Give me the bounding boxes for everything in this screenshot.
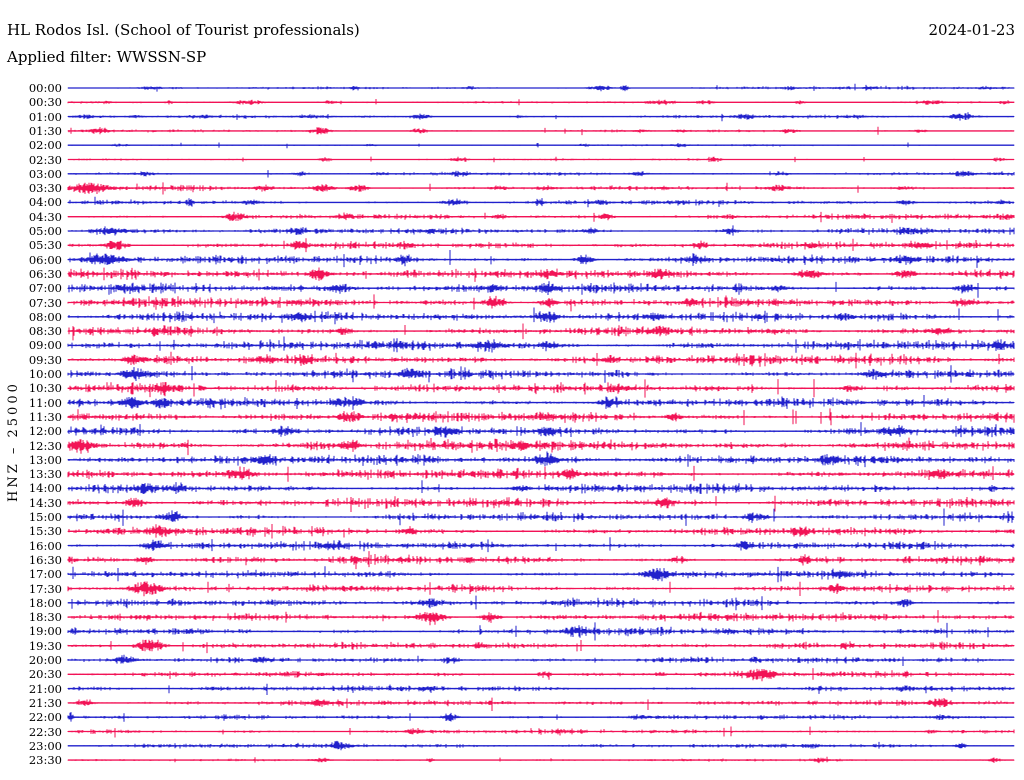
trace-row: [68, 712, 1014, 722]
time-label: 11:30: [28, 409, 62, 424]
trace-row: [68, 566, 1014, 582]
time-label: 17:30: [28, 581, 62, 596]
trace-row: [68, 596, 1014, 611]
time-label: 21:30: [28, 695, 62, 710]
time-label: 09:30: [28, 352, 62, 367]
time-label: 14:30: [28, 495, 62, 510]
time-label: 00:00: [28, 81, 62, 95]
trace-row: [68, 379, 1014, 398]
time-label: 02:00: [28, 138, 62, 153]
time-label: 13:30: [28, 467, 62, 482]
time-label: 02:30: [28, 152, 62, 167]
time-label: 23:00: [28, 738, 62, 753]
time-label: 19:00: [28, 624, 62, 639]
header-date: 2024-01-23: [928, 21, 1015, 39]
trace-row: [68, 365, 1014, 382]
time-label: 10:30: [28, 381, 62, 396]
trace-row: [68, 655, 1014, 666]
trace-row: [68, 294, 1014, 311]
trace-row: [68, 582, 1014, 597]
time-label: 01:00: [28, 109, 62, 124]
time-label: 07:00: [28, 281, 62, 296]
time-label: 07:30: [28, 295, 62, 310]
trace-row: [68, 324, 1014, 341]
time-label: 22:00: [28, 710, 62, 725]
trace-row: [68, 480, 1014, 494]
time-label: 22:30: [28, 724, 62, 739]
page-title: HL Rodos Isl. (School of Tourist professionals): [7, 21, 360, 39]
time-label: 10:00: [28, 367, 62, 381]
time-label: 13:00: [28, 452, 62, 467]
trace-row: [68, 170, 1014, 177]
trace-row: [68, 757, 1014, 763]
trace-row: [68, 509, 1014, 526]
time-label: 18:30: [28, 610, 62, 625]
trace-row: [68, 238, 1014, 252]
time-label: 01:30: [28, 123, 62, 138]
trace-row: [68, 496, 1014, 512]
time-label: 16:00: [28, 538, 62, 553]
trace-row: [68, 395, 1014, 410]
trace-row: [68, 610, 1014, 625]
trace-row: [68, 157, 1014, 163]
time-label: 20:00: [28, 653, 62, 667]
time-label: 06:00: [28, 252, 62, 267]
time-label: 16:30: [28, 552, 62, 567]
time-label: 04:00: [28, 195, 62, 210]
time-label: 15:30: [28, 524, 62, 539]
trace-row: [68, 422, 1014, 437]
time-label: 03:30: [28, 181, 62, 196]
trace-row: [68, 84, 1014, 92]
time-label: 08:00: [28, 309, 62, 324]
trace-row: [68, 281, 1014, 298]
time-label: 19:30: [28, 638, 62, 653]
time-label: 11:00: [28, 395, 62, 410]
time-label: 08:30: [28, 324, 62, 339]
time-label: 03:00: [28, 166, 62, 181]
trace-row: [68, 112, 1014, 121]
time-label: 12:30: [28, 438, 62, 453]
time-label: 23:30: [28, 753, 62, 768]
time-label: 05:00: [28, 224, 62, 238]
trace-row: [68, 408, 1014, 425]
time-label: 15:00: [28, 510, 62, 524]
time-label: 04:30: [28, 209, 62, 224]
time-label: 12:00: [28, 424, 62, 439]
trace-row: [68, 551, 1014, 569]
trace-row: [68, 698, 1014, 711]
time-label: 09:00: [28, 338, 62, 353]
time-label: 14:00: [28, 481, 62, 496]
trace-row: [68, 668, 1014, 681]
applied-filter-label: Applied filter: WWSSN-SP: [7, 48, 207, 66]
trace-row: [68, 524, 1014, 539]
trace-row: [68, 143, 1014, 149]
trace-row: [68, 308, 1014, 325]
trace-row: [68, 182, 1014, 194]
trace-row: [68, 466, 1014, 482]
time-label: 18:00: [28, 595, 62, 610]
trace-row: [68, 640, 1014, 653]
time-label: 20:30: [28, 667, 62, 682]
time-label: 17:00: [28, 567, 62, 582]
y-axis-channel-scale-label: HNZ – 25000: [6, 381, 21, 502]
trace-row: [68, 250, 1014, 268]
time-label: 06:30: [28, 266, 62, 281]
time-label: 00:30: [28, 95, 62, 110]
trace-row: [68, 684, 1014, 695]
trace-row: [68, 622, 1014, 640]
trace-row: [68, 352, 1014, 369]
trace-row: [68, 537, 1014, 552]
trace-row: [68, 438, 1014, 456]
time-label: 21:00: [28, 681, 62, 696]
trace-row: [68, 741, 1014, 750]
trace-row: [68, 127, 1014, 135]
trace-row: [68, 99, 1014, 105]
trace-row: [68, 268, 1014, 282]
time-label: 05:30: [28, 238, 62, 253]
trace-row: [68, 337, 1014, 353]
